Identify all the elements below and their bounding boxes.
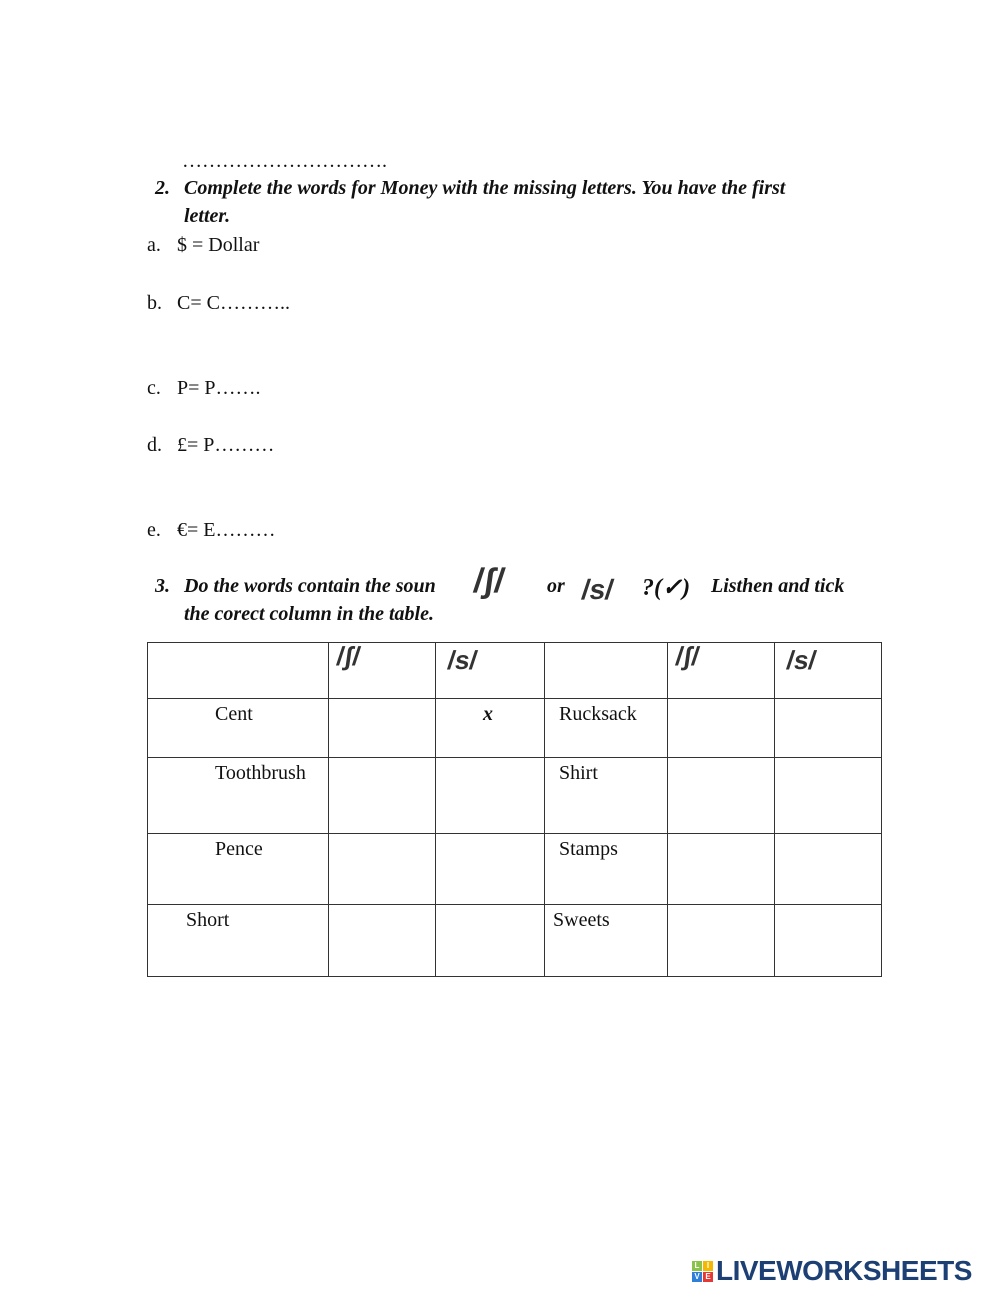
answer-cell[interactable] <box>436 758 545 834</box>
live-badge-icon: L I V E <box>692 1261 713 1282</box>
q2-instruction: Complete the words for Money with the missing letters. You have the first <box>184 177 786 199</box>
q3-instruction-cont: Listhen and tick <box>711 575 845 597</box>
answer-cell[interactable] <box>436 834 545 905</box>
q3-instruction: Do the words contain the soun <box>184 575 436 597</box>
item-a-text: $ = Dollar <box>177 234 260 256</box>
ipa-sh-symbol: /ʃ/ <box>471 562 507 600</box>
tick-icon: ?(✓) <box>642 575 691 601</box>
ipa-s-symbol: /s/ <box>579 574 616 605</box>
table-row <box>148 834 882 905</box>
answer-cell[interactable] <box>329 758 436 834</box>
word: Rucksack <box>559 703 637 725</box>
answer-cell[interactable] <box>668 834 775 905</box>
q3-or: or <box>547 575 565 597</box>
answer-cell[interactable] <box>436 699 545 758</box>
sound-table <box>147 642 882 977</box>
answer-cell[interactable] <box>775 905 882 977</box>
header-sh: /ʃ/ <box>334 641 363 671</box>
item-c-text: P= P……. <box>177 377 261 399</box>
word: Stamps <box>559 838 618 860</box>
answer-cell[interactable] <box>668 699 775 758</box>
word: Short <box>186 909 230 931</box>
header-s: /s/ <box>784 645 819 675</box>
answer-cell[interactable] <box>668 758 775 834</box>
table-row <box>148 758 882 834</box>
answer-cell[interactable] <box>329 699 436 758</box>
answer-cell[interactable] <box>329 905 436 977</box>
liveworksheets-logo <box>692 1255 972 1287</box>
header-sh: /ʃ/ <box>673 641 702 671</box>
q2-number: 2. <box>155 177 170 199</box>
q3-number: 3. <box>155 575 170 597</box>
logo-text: LIVEWORKSHEETS <box>716 1255 972 1286</box>
q3-instruction-line2: the corect column in the table. <box>184 603 434 625</box>
word: Cent <box>215 703 253 725</box>
q2-instruction-cont: letter. <box>184 205 231 227</box>
item-b-text: C= C……….. <box>177 292 290 314</box>
item-d-text: £= P……… <box>177 434 275 456</box>
item-e-label: e. <box>147 519 161 541</box>
table-header-row <box>148 643 882 699</box>
item-e-text: €= E……… <box>177 519 276 541</box>
item-d-label: d. <box>147 434 162 456</box>
header-s: /s/ <box>445 645 480 675</box>
word: Sweets <box>553 909 610 931</box>
answer-cell[interactable] <box>775 758 882 834</box>
answer-cell[interactable] <box>329 834 436 905</box>
cross-mark: x <box>483 703 493 725</box>
item-b-label: b. <box>147 292 162 314</box>
answer-cell[interactable] <box>775 699 882 758</box>
answer-cell[interactable] <box>775 834 882 905</box>
word: Toothbrush <box>215 762 306 784</box>
word: Pence <box>215 838 263 860</box>
answer-cell[interactable] <box>436 905 545 977</box>
table-row <box>148 905 882 977</box>
item-a-label: a. <box>147 234 161 256</box>
item-c-label: c. <box>147 377 161 399</box>
table-row <box>148 699 882 758</box>
answer-cell[interactable] <box>668 905 775 977</box>
answer-dots: …………………………. <box>182 150 387 172</box>
word: Shirt <box>559 762 598 784</box>
